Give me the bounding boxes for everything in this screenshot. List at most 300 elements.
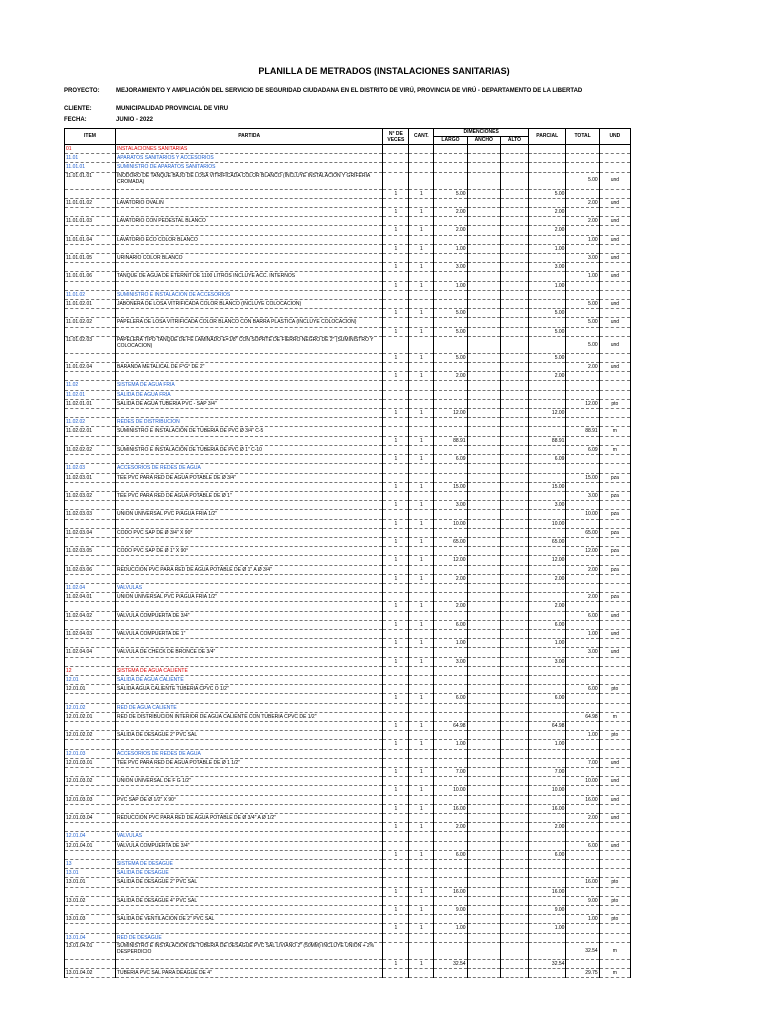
row-und <box>599 163 630 172</box>
row-und <box>599 657 630 666</box>
row-und <box>599 675 630 684</box>
row-ancho <box>467 896 500 905</box>
row-item: 11.02.03.04 <box>65 528 116 537</box>
table-row <box>65 381 631 390</box>
row-total <box>566 574 599 583</box>
row-veces: 1 <box>383 850 409 859</box>
row-ancho <box>467 832 500 841</box>
row-veces: 1 <box>383 721 409 730</box>
row-partida: LAVATORIO CON PEDESTAL BLANCO <box>115 217 382 226</box>
table-row <box>65 390 631 399</box>
row-largo: 16.00 <box>434 887 467 896</box>
row-parcial: 2.00 <box>528 208 565 217</box>
row-total: 7.00 <box>566 758 599 767</box>
row-total <box>566 740 599 749</box>
row-item: 12.01 <box>65 675 116 684</box>
row-item: 13.01.04.01 <box>65 942 116 959</box>
row-item: 11.01.02.02 <box>65 318 116 327</box>
row-item: 11.02.02.01 <box>65 427 116 436</box>
row-parcial <box>528 300 565 309</box>
row-item <box>65 768 116 777</box>
row-und: und <box>599 235 630 244</box>
row-und: pza <box>599 528 630 537</box>
row-und <box>599 823 630 832</box>
row-total: 5.00 <box>566 318 599 327</box>
row-parcial: 1.00 <box>528 740 565 749</box>
table-row <box>65 501 631 510</box>
row-cant: 1 <box>409 263 434 272</box>
row-parcial: 3.00 <box>528 501 565 510</box>
row-cant: 1 <box>409 804 434 813</box>
row-largo <box>434 145 467 154</box>
row-partida <box>115 887 382 896</box>
row-partida <box>115 823 382 832</box>
row-ancho <box>467 777 500 786</box>
row-veces <box>383 318 409 327</box>
row-cant <box>409 381 434 390</box>
row-ancho <box>467 887 500 896</box>
row-item: 11.02.02 <box>65 418 116 427</box>
row-parcial <box>528 565 565 574</box>
row-total: 29.75 <box>566 969 599 978</box>
row-largo <box>434 832 467 841</box>
row-und <box>599 860 630 869</box>
row-alto <box>500 473 528 482</box>
row-alto <box>500 639 528 648</box>
row-total <box>566 353 599 362</box>
row-parcial <box>528 666 565 675</box>
row-cant <box>409 841 434 850</box>
row-und <box>599 436 630 445</box>
row-und <box>599 501 630 510</box>
row-ancho <box>467 933 500 942</box>
row-largo: 32.54 <box>434 959 467 968</box>
row-ancho <box>467 740 500 749</box>
row-alto <box>500 372 528 381</box>
row-partida: LAVATORIO OVALIN <box>115 198 382 207</box>
row-ancho <box>467 154 500 163</box>
row-largo: 2.00 <box>434 574 467 583</box>
row-partida: SALIDA DE DESAGUE 4" PVC SAL <box>115 896 382 905</box>
row-ancho <box>467 427 500 436</box>
row-parcial <box>528 390 565 399</box>
row-largo <box>434 777 467 786</box>
row-largo: 64.98 <box>434 721 467 730</box>
row-veces: 1 <box>383 244 409 253</box>
row-alto <box>500 758 528 767</box>
row-und <box>599 666 630 675</box>
row-und: und <box>599 254 630 263</box>
row-ancho <box>467 915 500 924</box>
row-und: und <box>599 795 630 804</box>
row-total: 2.00 <box>566 198 599 207</box>
table-row <box>65 154 631 163</box>
row-ancho <box>467 318 500 327</box>
row-largo <box>434 969 467 978</box>
row-total <box>566 154 599 163</box>
row-parcial <box>528 795 565 804</box>
row-ancho <box>467 685 500 694</box>
row-alto <box>500 675 528 684</box>
header-cant: CANT. <box>409 129 434 145</box>
row-ancho <box>467 189 500 198</box>
row-item: 11.02.03.03 <box>65 510 116 519</box>
row-ancho <box>467 409 500 418</box>
table-row <box>65 860 631 869</box>
table-row <box>65 510 631 519</box>
row-cant <box>409 336 434 353</box>
row-item: 12.01.03.03 <box>65 795 116 804</box>
row-partida: VALVULAS <box>115 583 382 592</box>
row-veces <box>383 666 409 675</box>
table-row <box>65 758 631 767</box>
row-parcial <box>528 235 565 244</box>
row-item <box>65 740 116 749</box>
row-largo <box>434 712 467 721</box>
row-total <box>566 657 599 666</box>
row-total <box>566 959 599 968</box>
row-total <box>566 906 599 915</box>
row-cant: 1 <box>409 740 434 749</box>
row-ancho <box>467 648 500 657</box>
row-alto <box>500 309 528 318</box>
row-total <box>566 436 599 445</box>
row-cant <box>409 969 434 978</box>
row-und: und <box>599 336 630 353</box>
table-row <box>65 145 631 154</box>
row-total <box>566 381 599 390</box>
table-row <box>65 804 631 813</box>
table-row <box>65 473 631 482</box>
row-partida <box>115 327 382 336</box>
row-partida <box>115 959 382 968</box>
row-largo: 16.00 <box>434 804 467 813</box>
row-alto <box>500 721 528 730</box>
row-item: 11.02.04.04 <box>65 648 116 657</box>
table-row <box>65 445 631 454</box>
row-total: 16.00 <box>566 795 599 804</box>
row-partida <box>115 501 382 510</box>
row-parcial <box>528 254 565 263</box>
row-partida: ACCESORIOS DE REDES DE AGUA <box>115 464 382 473</box>
row-und <box>599 959 630 968</box>
row-veces <box>383 300 409 309</box>
row-item: 13.01 <box>65 869 116 878</box>
row-cant <box>409 878 434 887</box>
row-veces: 1 <box>383 924 409 933</box>
row-parcial: 64.98 <box>528 721 565 730</box>
row-item <box>65 501 116 510</box>
row-ancho <box>467 272 500 281</box>
row-ancho <box>467 501 500 510</box>
row-parcial <box>528 547 565 556</box>
table-row <box>65 639 631 648</box>
table-row <box>65 290 631 299</box>
row-partida <box>115 409 382 418</box>
table-row <box>65 565 631 574</box>
row-parcial: 32.54 <box>528 959 565 968</box>
row-alto <box>500 860 528 869</box>
row-partida: VALVULA COMPUERTA DE 3/4" <box>115 841 382 850</box>
row-largo: 6.00 <box>434 694 467 703</box>
row-ancho <box>467 860 500 869</box>
row-total <box>566 749 599 758</box>
row-largo <box>434 593 467 602</box>
row-largo <box>434 685 467 694</box>
row-cant <box>409 860 434 869</box>
row-cant <box>409 547 434 556</box>
table-row <box>65 556 631 565</box>
row-parcial: 6.00 <box>528 694 565 703</box>
row-cant <box>409 712 434 721</box>
row-partida <box>115 208 382 217</box>
table-row <box>65 629 631 638</box>
row-alto <box>500 327 528 336</box>
row-total <box>566 418 599 427</box>
row-parcial <box>528 445 565 454</box>
row-parcial: 1.00 <box>528 639 565 648</box>
row-cant <box>409 491 434 500</box>
row-item: 11.01.01.05 <box>65 254 116 263</box>
row-total: 12.00 <box>566 547 599 556</box>
row-parcial <box>528 675 565 684</box>
table-row <box>65 436 631 445</box>
row-ancho <box>467 657 500 666</box>
row-item: 12 <box>65 666 116 675</box>
row-item: 11.02.02.02 <box>65 445 116 454</box>
table-row <box>65 933 631 942</box>
row-cant <box>409 198 434 207</box>
table-row <box>65 777 631 786</box>
row-ancho <box>467 814 500 823</box>
row-ancho <box>467 290 500 299</box>
row-item <box>65 786 116 795</box>
row-veces: 1 <box>383 574 409 583</box>
row-partida: SALIDA DE VENTILACION DE 2" PVC SAL <box>115 915 382 924</box>
row-ancho <box>467 198 500 207</box>
row-cant <box>409 418 434 427</box>
row-parcial <box>528 777 565 786</box>
row-total: 1.00 <box>566 272 599 281</box>
row-parcial: 6.00 <box>528 620 565 629</box>
row-item <box>65 694 116 703</box>
row-item: 11.02.04 <box>65 583 116 592</box>
row-parcial <box>528 464 565 473</box>
row-total <box>566 694 599 703</box>
row-total <box>566 675 599 684</box>
row-ancho <box>467 281 500 290</box>
row-veces <box>383 795 409 804</box>
row-total <box>566 786 599 795</box>
row-und <box>599 583 630 592</box>
header-ancho: ANCHO <box>467 137 500 145</box>
row-parcial <box>528 528 565 537</box>
row-item: 11.01 <box>65 154 116 163</box>
header-veces: N° DE VECES <box>383 129 409 145</box>
row-alto <box>500 198 528 207</box>
row-total: 3.00 <box>566 254 599 263</box>
row-und: pza <box>599 547 630 556</box>
row-veces <box>383 510 409 519</box>
row-alto <box>500 445 528 454</box>
table-row <box>65 969 631 978</box>
row-item <box>65 887 116 896</box>
row-total <box>566 768 599 777</box>
row-ancho <box>467 510 500 519</box>
row-alto <box>500 381 528 390</box>
row-total <box>566 226 599 235</box>
table-row <box>65 263 631 272</box>
row-partida: REDUCCION PVC PARA RED DE AGUA POTABLE DE Ø 3/4" A Ø 1/2" <box>115 814 382 823</box>
table-row <box>65 896 631 905</box>
table-row <box>65 786 631 795</box>
row-cant <box>409 703 434 712</box>
row-alto <box>500 593 528 602</box>
table-row <box>65 832 631 841</box>
row-largo <box>434 758 467 767</box>
row-largo <box>434 418 467 427</box>
row-largo: 12.00 <box>434 409 467 418</box>
row-veces <box>383 841 409 850</box>
row-partida <box>115 620 382 629</box>
row-partida <box>115 309 382 318</box>
row-alto <box>500 924 528 933</box>
row-und: pza <box>599 510 630 519</box>
row-partida: SUMINISTRO E INSTALACIÓN DE TUBERIA DE PVC Ø 3/4" C-5 <box>115 427 382 436</box>
row-partida: SALIDA DE AGUA TUBERIA PVC - SAP 3/4" <box>115 399 382 408</box>
row-parcial <box>528 163 565 172</box>
row-partida <box>115 602 382 611</box>
row-veces <box>383 731 409 740</box>
row-parcial <box>528 703 565 712</box>
row-item <box>65 309 116 318</box>
row-total: 9.00 <box>566 896 599 905</box>
row-veces: 1 <box>383 327 409 336</box>
row-largo: 1.00 <box>434 924 467 933</box>
row-partida: INODORO DE TANQUE BAJO DE LOSA VITRIFICADA COLOR BLANCO (INCLUYE INSTALACIÓN Y GRIFERÍA CROMADA) <box>115 172 382 189</box>
row-cant: 1 <box>409 409 434 418</box>
row-item <box>65 924 116 933</box>
row-largo <box>434 565 467 574</box>
row-und <box>599 703 630 712</box>
row-partida: URINARIO COLOR BLANCO <box>115 254 382 263</box>
table-row <box>65 418 631 427</box>
row-veces: 1 <box>383 906 409 915</box>
row-alto <box>500 694 528 703</box>
row-total <box>566 823 599 832</box>
row-total: 65.00 <box>566 528 599 537</box>
table-row <box>65 850 631 859</box>
table-row <box>65 226 631 235</box>
row-ancho <box>467 491 500 500</box>
row-item <box>65 721 116 730</box>
row-cant: 1 <box>409 721 434 730</box>
row-cant <box>409 648 434 657</box>
table-row <box>65 915 631 924</box>
row-und: und <box>599 841 630 850</box>
row-item <box>65 602 116 611</box>
row-parcial: 6.00 <box>528 850 565 859</box>
proyecto-value: MEJORAMIENTO Y AMPLIACIÓN DEL SERVICIO DE SEGURIDAD CIUDADANA EN EL DISTRITO DE VIRÚ, PROVINCIA DE VIRÚ - DEPARTAMENTO DE LA LIBERTAD <box>116 88 583 94</box>
table-row <box>65 712 631 721</box>
row-partida: PAPELERA DE LOSA VITRIFICADA COLOR BLANCO CON BARRA PLASTICA (INCLUYE COLOCACION) <box>115 318 382 327</box>
row-cant <box>409 217 434 226</box>
row-ancho <box>467 145 500 154</box>
row-cant: 1 <box>409 924 434 933</box>
row-und <box>599 390 630 399</box>
row-cant <box>409 611 434 620</box>
row-ancho <box>467 878 500 887</box>
row-veces <box>383 163 409 172</box>
row-total <box>566 390 599 399</box>
row-parcial: 16.00 <box>528 887 565 896</box>
row-veces <box>383 336 409 353</box>
row-parcial: 9.00 <box>528 906 565 915</box>
row-partida: SISTEMA DE DESAGUE <box>115 860 382 869</box>
row-parcial <box>528 510 565 519</box>
row-largo: 3.00 <box>434 263 467 272</box>
row-largo <box>434 583 467 592</box>
row-largo: 10.00 <box>434 519 467 528</box>
row-item: 12.01.02.01 <box>65 712 116 721</box>
row-veces <box>383 860 409 869</box>
row-ancho <box>467 768 500 777</box>
row-item <box>65 244 116 253</box>
row-partida: SUMINISTRO E INSTALACIÓN DE TUBERIA DE PVC Ø 1" C-10 <box>115 445 382 454</box>
table-row <box>65 906 631 915</box>
row-parcial <box>528 290 565 299</box>
row-item <box>65 850 116 859</box>
row-largo <box>434 896 467 905</box>
row-item <box>65 906 116 915</box>
row-cant <box>409 583 434 592</box>
row-veces <box>383 381 409 390</box>
row-und: pto <box>599 685 630 694</box>
table-row <box>65 281 631 290</box>
table-row <box>65 731 631 740</box>
table-row <box>65 198 631 207</box>
row-cant <box>409 629 434 638</box>
row-parcial <box>528 491 565 500</box>
table-row <box>65 942 631 959</box>
row-parcial <box>528 969 565 978</box>
row-veces <box>383 749 409 758</box>
row-und: m <box>599 445 630 454</box>
row-parcial: 5.00 <box>528 189 565 198</box>
row-largo <box>434 464 467 473</box>
row-item <box>65 519 116 528</box>
row-largo: 1.00 <box>434 281 467 290</box>
row-ancho <box>467 694 500 703</box>
row-alto <box>500 795 528 804</box>
row-largo <box>434 703 467 712</box>
row-total: 3.00 <box>566 648 599 657</box>
row-item: 11.02.03.02 <box>65 491 116 500</box>
row-partida <box>115 263 382 272</box>
row-veces <box>383 777 409 786</box>
row-parcial <box>528 427 565 436</box>
row-largo <box>434 272 467 281</box>
row-item: 12.01.04.01 <box>65 841 116 850</box>
row-veces <box>383 832 409 841</box>
row-alto <box>500 731 528 740</box>
row-veces <box>383 217 409 226</box>
row-parcial: 12.00 <box>528 556 565 565</box>
row-item: 11.01.01.01 <box>65 172 116 189</box>
row-parcial <box>528 712 565 721</box>
row-und <box>599 226 630 235</box>
row-ancho <box>467 381 500 390</box>
